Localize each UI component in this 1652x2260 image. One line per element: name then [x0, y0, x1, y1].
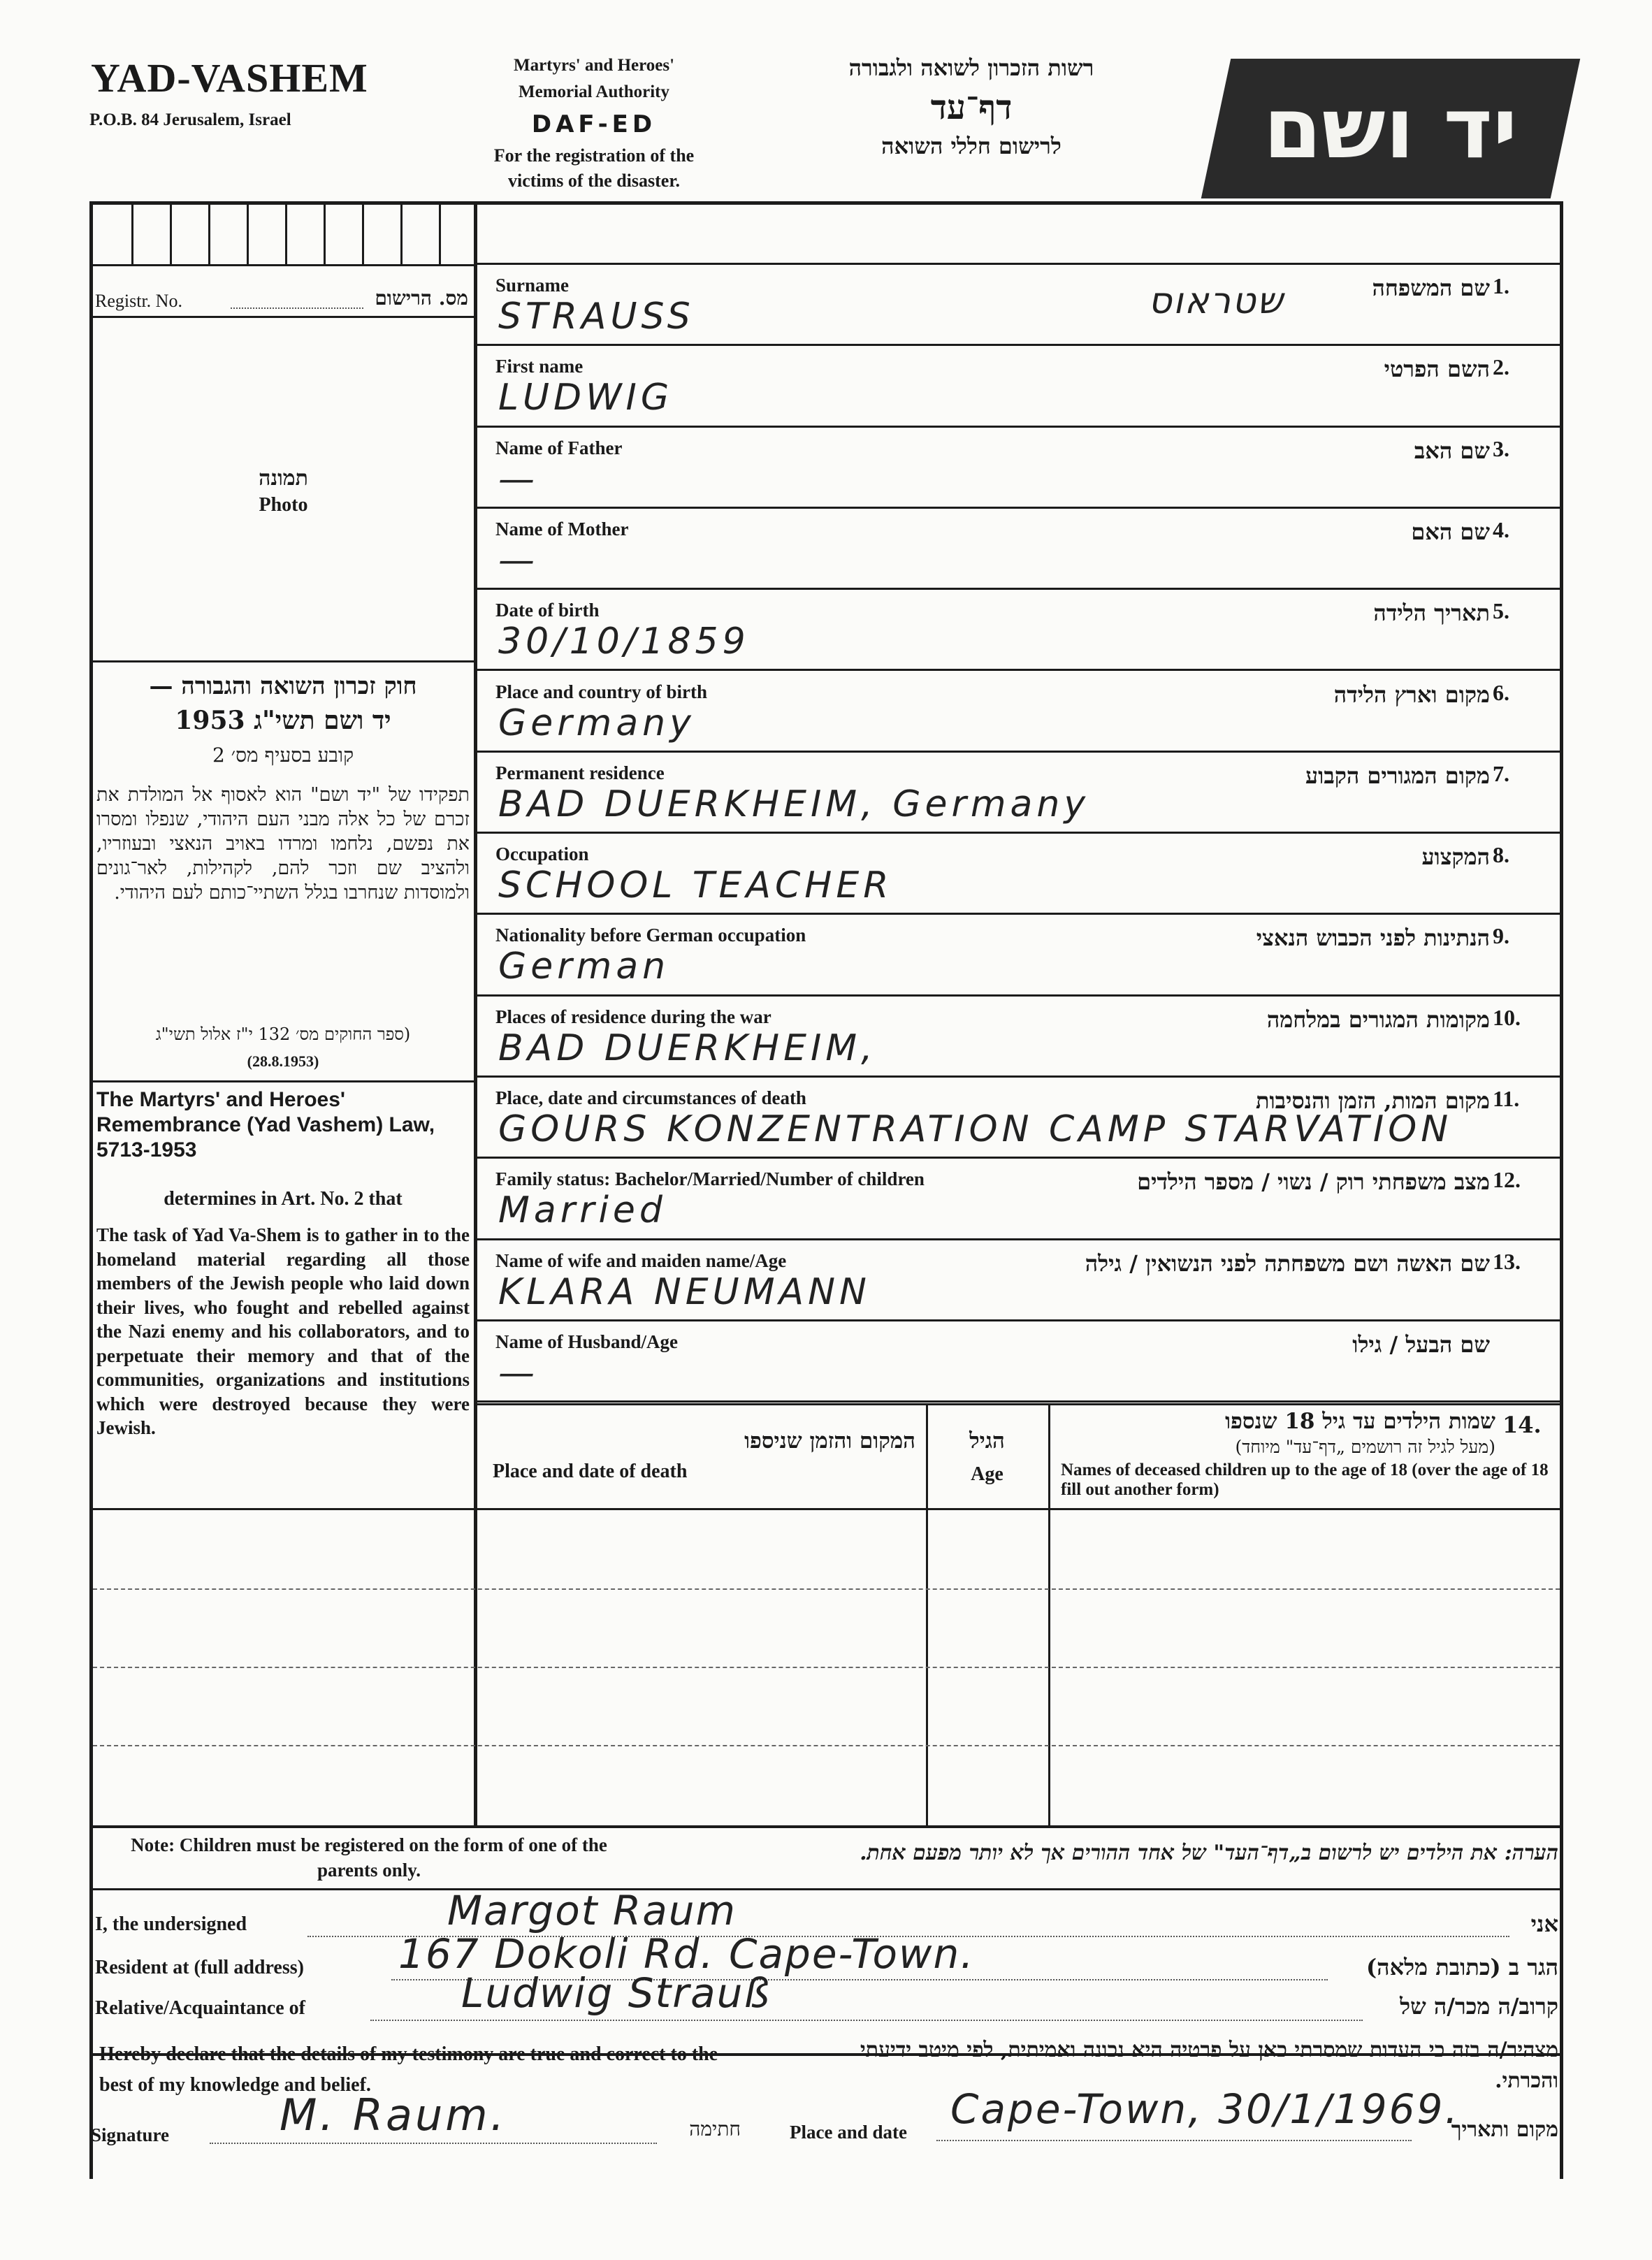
registr-line	[231, 307, 363, 309]
field-row	[477, 997, 1560, 1078]
field-label-he: שם האשה ושם משפחתה לפני הנשואין / גילה	[1085, 1249, 1490, 1277]
field-label-en: First name	[495, 356, 584, 377]
law-he-source: (ספר החוקים מס׳ 132 י"ז אלול תשי"ג	[155, 1024, 411, 1044]
field-label-en: Permanent residence	[495, 762, 665, 783]
signature-he: חתימה	[689, 2117, 741, 2141]
signature-line	[210, 2143, 657, 2144]
table-num: 14.	[1502, 1412, 1542, 1438]
place-date-line	[936, 2140, 1412, 2141]
registr-he: מס. הרישום	[375, 287, 468, 310]
header-center-line3: For the registration of the	[493, 145, 695, 166]
field-value[interactable]: GOURS KONZENTRATION CAMP STARVATION	[498, 1108, 1453, 1150]
field-number: 13.	[1493, 1248, 1521, 1274]
field-label-he: המקצוע	[1421, 843, 1490, 871]
place-date-he: מקום ותאריך	[1451, 2117, 1558, 2142]
table-col-names-he: שמות הילדים עד גיל 18 שנספו	[1225, 1409, 1495, 1434]
declare-he: מצהיר/ה בזה כי העדות שמסרתי כאן על פרטיה היא נכונה ואמיתית, לפי מיטב ידיעתי והכרתי.	[860, 2038, 1558, 2093]
field-row	[477, 915, 1560, 996]
header-center-line2: Memorial Authority	[519, 82, 669, 101]
field-label-he: שם האם	[1411, 518, 1490, 545]
field-row	[477, 1078, 1560, 1159]
field-value[interactable]: —	[498, 1352, 539, 1394]
table-bottom	[89, 1825, 1563, 1828]
field-value-hebrew[interactable]: שטראוס	[1148, 280, 1284, 322]
field-label-he: השם הפרטי	[1384, 356, 1490, 383]
field-value[interactable]: SCHOOL TEACHER	[498, 864, 893, 907]
signature-value[interactable]: M. Raum.	[280, 2089, 507, 2141]
law-en-body: The task of Yad Va-Shem is to gather in to the homeland material regarding all those members of the Jewish people who laid down their lives, who fought and rebelled against the Nazi enemy and his collaborators, and to perpetuate their memory and that of the communities, organizations and institutions which were destroyed because they were Jewish.	[96, 1224, 470, 1438]
field-row	[477, 1159, 1560, 1240]
undersigned-value[interactable]: Margot Raum	[447, 1887, 737, 1934]
field-number: 2.	[1493, 354, 1509, 380]
table-col-names-he2: (מעל לגיל זה רושמים „דף־עד" מיוחד)	[1235, 1437, 1495, 1457]
field-number: 5.	[1493, 598, 1509, 624]
field-number: 11.	[1493, 1086, 1520, 1111]
field-label-he: שם המשפחה	[1372, 275, 1490, 301]
field-number: 7.	[1493, 760, 1509, 786]
table-row	[93, 1510, 1560, 1590]
table-body	[93, 1510, 1560, 1828]
field-number: 3.	[1493, 435, 1509, 461]
photo-box	[93, 318, 474, 660]
relative-he: קרוב/ה מכר/ה של	[1400, 1993, 1558, 2020]
field-label-he: שם הבעל / גילו	[1352, 1331, 1490, 1358]
resident-label: Resident at (full address)	[95, 1957, 304, 1978]
field-label-en: Place and country of birth	[495, 681, 707, 702]
field-label-he: מקום המגורים הקבוע	[1305, 762, 1490, 789]
table-row	[93, 1667, 1560, 1746]
field-row	[477, 834, 1560, 915]
field-label-he: מקומות המגורים במלחמה	[1266, 1006, 1490, 1033]
field-row	[477, 1321, 1560, 1403]
field-row	[477, 346, 1560, 427]
relative-line	[370, 2020, 1363, 2021]
registration-boxes	[93, 205, 474, 264]
field-value[interactable]: BAD DUERKHEIM,	[498, 1027, 877, 1069]
field-number: 9.	[1493, 923, 1509, 949]
yad-vashem-logo	[1201, 59, 1581, 198]
field-row	[477, 672, 1560, 753]
field-value[interactable]: LUDWIG	[498, 377, 674, 419]
note-bottom	[89, 1888, 1563, 1890]
field-row	[477, 509, 1560, 590]
table-col-names-en: Names of deceased children up to the age of 18 (over the age of 18 fill out another form)	[1061, 1461, 1549, 1499]
resident-he: הגר ב (כתובת מלאה)	[1366, 1954, 1558, 1980]
place-date-label: Place and date	[790, 2122, 907, 2143]
law-he-name: יד ושם תשי"ג 1953	[175, 706, 391, 735]
note-he: הערה: את הילדים יש לרשום ב„דף־העד" של אחד ההורים אך לא יותר מפעם אחת.	[860, 1841, 1558, 1865]
table-top	[474, 1403, 1563, 1405]
field-value[interactable]: STRAUSS	[498, 296, 695, 338]
field-row	[477, 1240, 1560, 1321]
field-label-en: Name of Husband/Age	[495, 1331, 679, 1352]
field-number: 12.	[1493, 1167, 1521, 1193]
field-label-en: Name of Mother	[495, 518, 629, 539]
photo-bottom	[89, 660, 474, 662]
photo-he: תמונה	[259, 466, 308, 491]
field-label-en: Name of wife and maiden name/Age	[495, 1249, 787, 1271]
header-left-title: YAD-VASHEM	[91, 55, 368, 101]
field-row	[477, 753, 1560, 834]
registr-label: Registr. No.	[95, 291, 182, 311]
field-label-he: מקום המות, הזמן והנסיבות	[1255, 1087, 1490, 1114]
relative-value[interactable]: Ludwig Strauß	[461, 1969, 771, 2017]
field-label-en: Name of Father	[495, 437, 623, 458]
law-divider	[89, 1080, 474, 1082]
field-row	[477, 428, 1560, 509]
field-row	[477, 590, 1560, 671]
field-number: 4.	[1493, 516, 1509, 542]
field-number: 1.	[1493, 273, 1509, 298]
field-value[interactable]: BAD DUERKHEIM, Germany	[498, 783, 1090, 825]
place-date-value[interactable]: Cape-Town, 30/1/1969.	[950, 2085, 1460, 2133]
undersigned-label: I, the undersigned	[95, 1913, 247, 1935]
law-en-determines: determines in Art. No. 2 that	[164, 1188, 403, 1210]
field-label-en: Places of residence during the war	[495, 1006, 771, 1027]
header-center-line4: victims of the disaster.	[507, 171, 680, 191]
field-label-en: Occupation	[495, 843, 589, 865]
field-value[interactable]: Married	[498, 1189, 667, 1232]
table-col-age-he: הגיל	[969, 1428, 1005, 1454]
header-he-line1: רשות הזכרון לשואה ולגבורה	[848, 55, 1094, 81]
field-number: 8.	[1493, 842, 1509, 868]
law-en-title: The Martyrs' and Heroes' Remembrance (Yad Vashem) Law, 5713-1953	[96, 1088, 435, 1161]
law-he-body: תפקידו של "יד ושם" הוא לאסוף אל המולדת את זכרם של כל אלה מבני העם היהודי, שנפלו ומסרו את נפשם, נלחמו ומרדו באויב הנאצי ובעוזריו, ולהציב שם וזכר להם, לקהילות, לאר־גונים ולמוסדות שנחרבו בגלל השתיי־כותם לעם היהודי.	[96, 784, 470, 904]
signature-label: Signature	[91, 2124, 170, 2145]
field-number: 6.	[1493, 679, 1509, 705]
field-value[interactable]: Germany	[498, 702, 695, 744]
field-label-he: מצב משפחתי רוק / נשוי / מספר הילדים	[1137, 1168, 1490, 1196]
note-en: Note: Children must be registered on the form of one of the parents only.	[131, 1834, 607, 1881]
field-label-he: תאריך הלידה	[1373, 600, 1490, 627]
field-value[interactable]: —	[498, 458, 539, 500]
field-value[interactable]: German	[498, 946, 670, 988]
field-label-he: הנתינות לפני הכבוש הנאצי	[1256, 925, 1490, 952]
field-label-en: Family status: Bachelor/Married/Number of children	[495, 1168, 925, 1190]
field-label-he: שם האב	[1414, 437, 1490, 464]
table-col-place-he: המקום והזמן שניספו	[744, 1428, 915, 1454]
relative-label: Relative/Acquaintance of	[95, 1997, 305, 2019]
header-daf-ed: DAF-ED	[531, 110, 657, 138]
law-he-title: חוק זכרון השואה והגבורה —	[149, 672, 417, 700]
header-he-line3: לרישום חללי השואה	[881, 133, 1062, 159]
field-value[interactable]: —	[498, 539, 539, 581]
field-number: 10.	[1493, 1004, 1521, 1030]
field-value[interactable]: KLARA NEUMANN	[498, 1270, 871, 1313]
field-divider	[477, 1400, 1560, 1403]
header-he-line2: דף־עד	[930, 88, 1013, 127]
frame-right	[1560, 201, 1563, 2179]
law-he-date: (28.8.1953)	[247, 1052, 319, 1070]
declare-en: Hereby declare that the details of my testimony are true and correct to the best of my knowledge and belief.	[99, 2043, 718, 2096]
field-row	[477, 265, 1560, 346]
undersigned-he: אני	[1530, 1911, 1558, 1937]
field-label-en: Date of birth	[495, 600, 600, 621]
box-strip-bottom	[89, 264, 474, 266]
photo-en: Photo	[259, 494, 308, 516]
field-label-he: מקום וארץ הלידה	[1333, 681, 1490, 708]
logo-text: יד ושם	[1263, 80, 1518, 178]
resident-value[interactable]: 167 Dokoli Rd. Cape-Town.	[398, 1930, 975, 1978]
field-label-en: Nationality before German occupation	[495, 925, 806, 946]
table-col-age-en: Age	[971, 1463, 1003, 1485]
field-label-en: Place, date and circumstances of death	[495, 1087, 806, 1108]
header	[0, 0, 1652, 203]
table-col-place-en: Place and date of death	[493, 1461, 688, 1482]
field-value[interactable]: 30/10/1859	[498, 621, 750, 663]
header-left-address: P.O.B. 84 Jerusalem, Israel	[89, 110, 291, 129]
table-row	[93, 1745, 1560, 1828]
law-he-article: קובע בסעיף מס׳ 2	[212, 744, 354, 767]
field-label-en: Surname	[495, 275, 570, 296]
table-row	[93, 1588, 1560, 1668]
header-center-line1: Martyrs' and Heroes'	[513, 56, 675, 75]
